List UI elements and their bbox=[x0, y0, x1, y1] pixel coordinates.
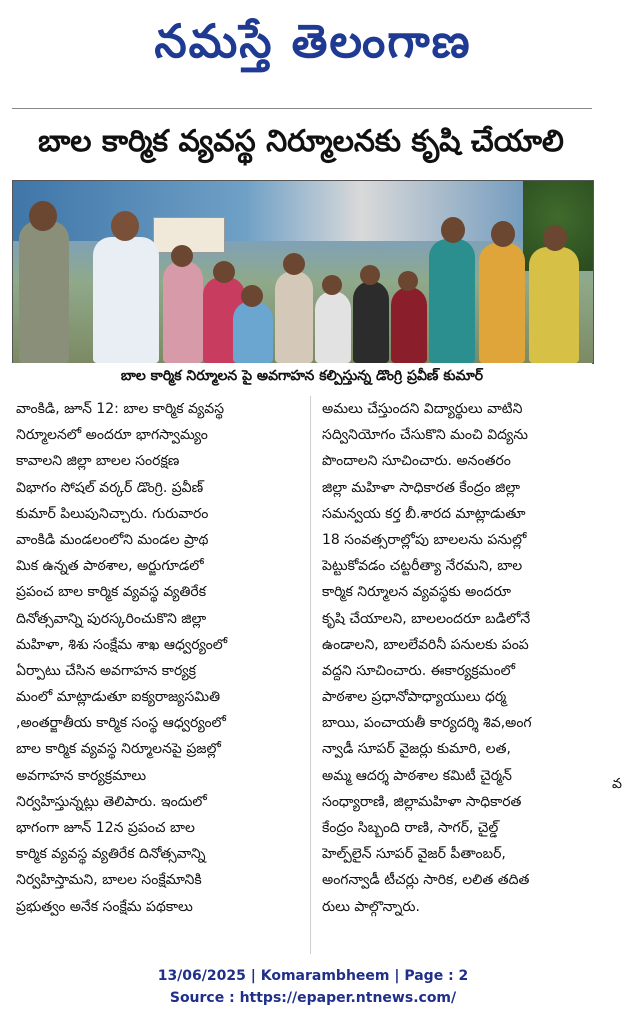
body-line: హెల్ప్‌లైన్ సూపర్ వైజర్ పీతాంబర్, bbox=[322, 846, 506, 863]
body-line: పొందాలని సూచించారు. అనంతరం bbox=[322, 453, 511, 470]
body-line: ప్రభుత్వం అనేక సంక్షేమ పథకాలు bbox=[16, 898, 193, 915]
footer-source-line[interactable]: Source : https://epaper.ntnews.com/ bbox=[169, 990, 457, 1006]
body-line: మిక ఉన్నత పాఠశాల, అర్జుగూడలో bbox=[16, 558, 204, 575]
body-line: ప్రపంచ బాల కార్మిక వ్యవస్థ వ్యతిరేక bbox=[16, 584, 207, 601]
photo-caption: బాల కార్మిక నిర్మూలన పై అవగాహన కల్పిస్తున్న డొంగ్రి ప్రవీణ్ కుమార్ bbox=[120, 368, 484, 384]
body-line: కుమార్ పిలుపునిచ్చారు. గురువారం bbox=[16, 505, 209, 522]
body-line: కార్మిక నిర్మూలన వ్యవస్థకు అందరూ bbox=[322, 584, 511, 601]
body-line: పాఠశాల ప్రధానోపాధ్యాయులు ధర్మ bbox=[322, 689, 507, 706]
article-photo bbox=[12, 180, 594, 364]
body-line: కావాలని జిల్లా బాలల సంరక్షణ bbox=[16, 453, 180, 470]
body-line: దినోత్సవాన్ని పురస్కరించుకొని జిల్లా bbox=[16, 610, 207, 627]
column-divider bbox=[310, 396, 311, 954]
body-line: కేంద్రం సిబ్బంది రాణి, సాగర్, చైల్డ్ bbox=[322, 820, 499, 836]
body-line: అమ్మ ఆదర్శ పాఠశాల కమిటీ చైర్మన్ bbox=[322, 767, 513, 784]
article-headline: బాల కార్మిక వ్యవస్థ నిర్మూలనకు కృషి చేయాలి bbox=[38, 124, 564, 159]
body-line: న్వాడీ సూపర్ వైజర్లు కుమారి, లత, bbox=[322, 741, 511, 758]
body-line: జిల్లా మహిళా సాధికారత కేంద్రం జిల్లా bbox=[322, 479, 521, 496]
body-line: మంలో మాట్లాడుతూ ఐక్యరాజ్యసమితి bbox=[16, 689, 221, 706]
body-line: సద్వినియోగం చేసుకొని మంచి విద్యను bbox=[322, 427, 529, 444]
body-line: భాగంగా జూన్ 12న ప్రపంచ బాల bbox=[16, 820, 195, 836]
article-column-left bbox=[16, 396, 298, 920]
body-line: వాంకిడి మండలంలోని మండల ప్రాథ bbox=[16, 531, 209, 548]
body-line: వాంకిడి, జూన్ 12: బాల కార్మిక వ్యవస్థ bbox=[16, 401, 225, 417]
body-line: వద్దని సూచించారు. ఈకార్యక్రమంలో bbox=[322, 662, 515, 679]
masthead-title: నమస్తే తెలంగాణ bbox=[154, 14, 472, 68]
body-line: కార్మిక వ్యవస్థ వ్యతిరేక దినోత్సవాన్ని bbox=[16, 846, 206, 863]
body-line: నిర్వహిస్తున్నట్లు తెలిపారు. ఇందులో bbox=[16, 793, 207, 810]
body-line: సంధ్యారాణి, జిల్లామహిళా సాధికారత bbox=[322, 793, 522, 810]
body-line: అమలు చేస్తుందని విద్యార్థులు వాటిని bbox=[322, 401, 523, 417]
body-line: అవగాహన కార్యక్రమాలు bbox=[16, 767, 147, 784]
body-line: పెట్టుకోవడం చట్టరీత్యా నేరమని, బాల bbox=[322, 558, 523, 575]
body-line: అంగన్వాడీ టీచర్లు సారిక, లలిత తదిత bbox=[322, 872, 530, 889]
body-line: మహిళా, శిశు సంక్షేమ శాఖ ఆధ్వర్యంలో bbox=[16, 636, 228, 653]
body-line: బాయి, పంచాయతీ కార్యదర్శి శివ,అంగ bbox=[322, 715, 532, 732]
body-line: విభాగం సోషల్ వర్కర్ డొంగ్రి. ప్రవీణ్ bbox=[16, 479, 204, 496]
photo-caption-bar bbox=[12, 363, 592, 389]
body-line: రులు పాల్గొన్నారు. bbox=[322, 898, 420, 915]
article-column-right bbox=[322, 396, 604, 920]
body-line: 18 సంవత్సరాల్లోపు బాలలను పనుల్లో bbox=[322, 531, 527, 548]
body-line: బాల కార్మిక వ్యవస్థ నిర్మూలనపై ప్రజల్లో bbox=[16, 741, 221, 758]
masthead bbox=[0, 6, 626, 76]
body-line: నిర్మూలనలో అందరూ భాగస్వామ్యం bbox=[16, 427, 208, 444]
body-line: ఉండాలని, బాలలేవరినీ పనులకు పంప bbox=[322, 636, 529, 653]
body-line: ఏర్పాటు చేసిన అవగాహన కార్యక్ర bbox=[16, 662, 196, 679]
body-line: నిర్వహిస్తామని, బాలల సంక్షేమానికి bbox=[16, 872, 202, 889]
body-line: ,అంతర్జాతీయ కార్మిక సంస్థ ఆధ్వర్యంలో bbox=[16, 715, 226, 732]
body-line: కృషి చేయాలని, బాలలందరూ బడిలోనే bbox=[322, 610, 531, 627]
adjacent-article-fragment: వ bbox=[612, 776, 622, 792]
body-line: సమన్వయ కర్త బీ.శారద మాట్లాడుతూ bbox=[322, 505, 526, 522]
footer-date-line: 13/06/2025 | Komarambheem | Page : 2 bbox=[157, 968, 469, 984]
